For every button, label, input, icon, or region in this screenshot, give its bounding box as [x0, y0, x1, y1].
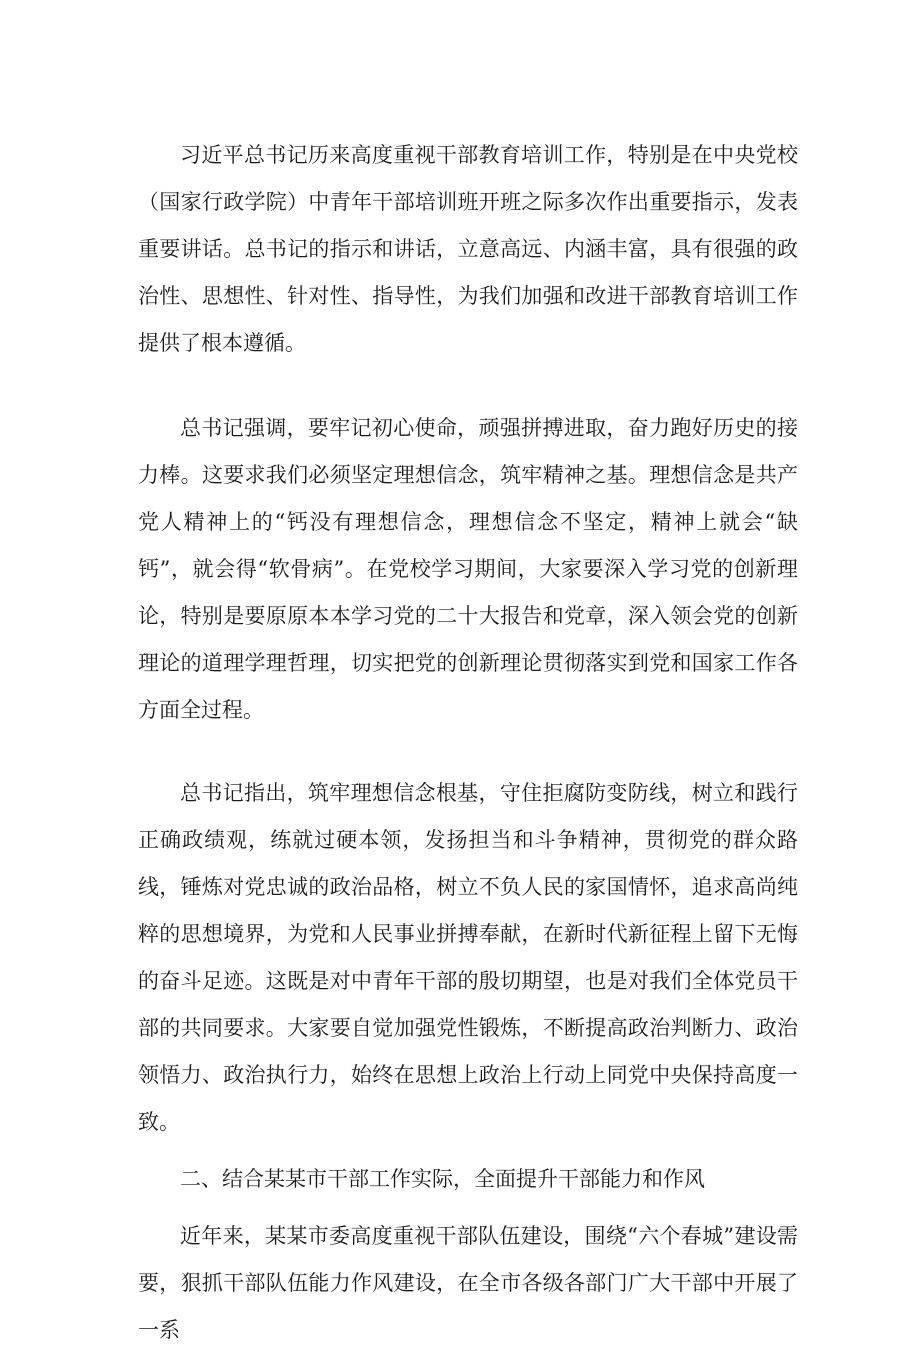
section-heading: 二、结合某某市干部工作实际，全面提升干部能力和作风 [180, 1167, 705, 1191]
paragraph-2: 总书记强调，要牢记初心使命，顽强拼搏进取，奋力跑好历史的接力棒。这要求我们必须坚定理想信念，筑牢精神之基。理想信念是共产党人精神上的“钙没有理想信念，理想信念不坚定，精神上就会“缺钙”，就会得“软骨病”。在党校学习期间，大家要深入学习党的创新理论，特别是要原原本本学习党的二十大报告和党章，深入领会党的创新理论的道理学理哲理，切实把党的创新理论贯彻落实到党和国家工作各方面全过程。 [138, 416, 798, 722]
document-body [138, 132, 798, 1354]
paragraph-1: 习近平总书记历来高度重视干部教育培训工作，特别是在中央党校（国家行政学院）中青年干部培训班开班之际多次作出重要指示，发表重要讲话。总书记的指示和讲话，立意高远、内涵丰富，具有很强的政治性、思想性、针对性、指导性，为我们加强和改进干部教育培训工作提供了根本遵循。 [138, 143, 798, 355]
paragraph-3: 总书记指出，筑牢理想信念根基，守住拒腐防变防线，树立和践行正确政绩观，练就过硬本领，发扬担当和斗争精神，贯彻党的群众路线，锤炼对党忠诚的政治品格，树立不负人民的家国情怀，追求高尚纯粹的思想境界，为党和人民事业拼搏奉献，在新时代新征程上留下无悔的奋斗足迹。这既是对中青年干部的殷切期望，也是对我们全体党员干部的共同要求。大家要自觉加强党性锻炼，不断提高政治判断力、政治领悟力、政治执行力，始终在思想上政治上行动上同党中央保持高度一致。 [138, 781, 798, 1134]
paragraph-4: 近年来，某某市委高度重视干部队伍建设，围绕“六个春城”建设需要，狠抓干部队伍能力作风建设，在全市各级各部门广大干部中开展了一系 [138, 1224, 798, 1342]
